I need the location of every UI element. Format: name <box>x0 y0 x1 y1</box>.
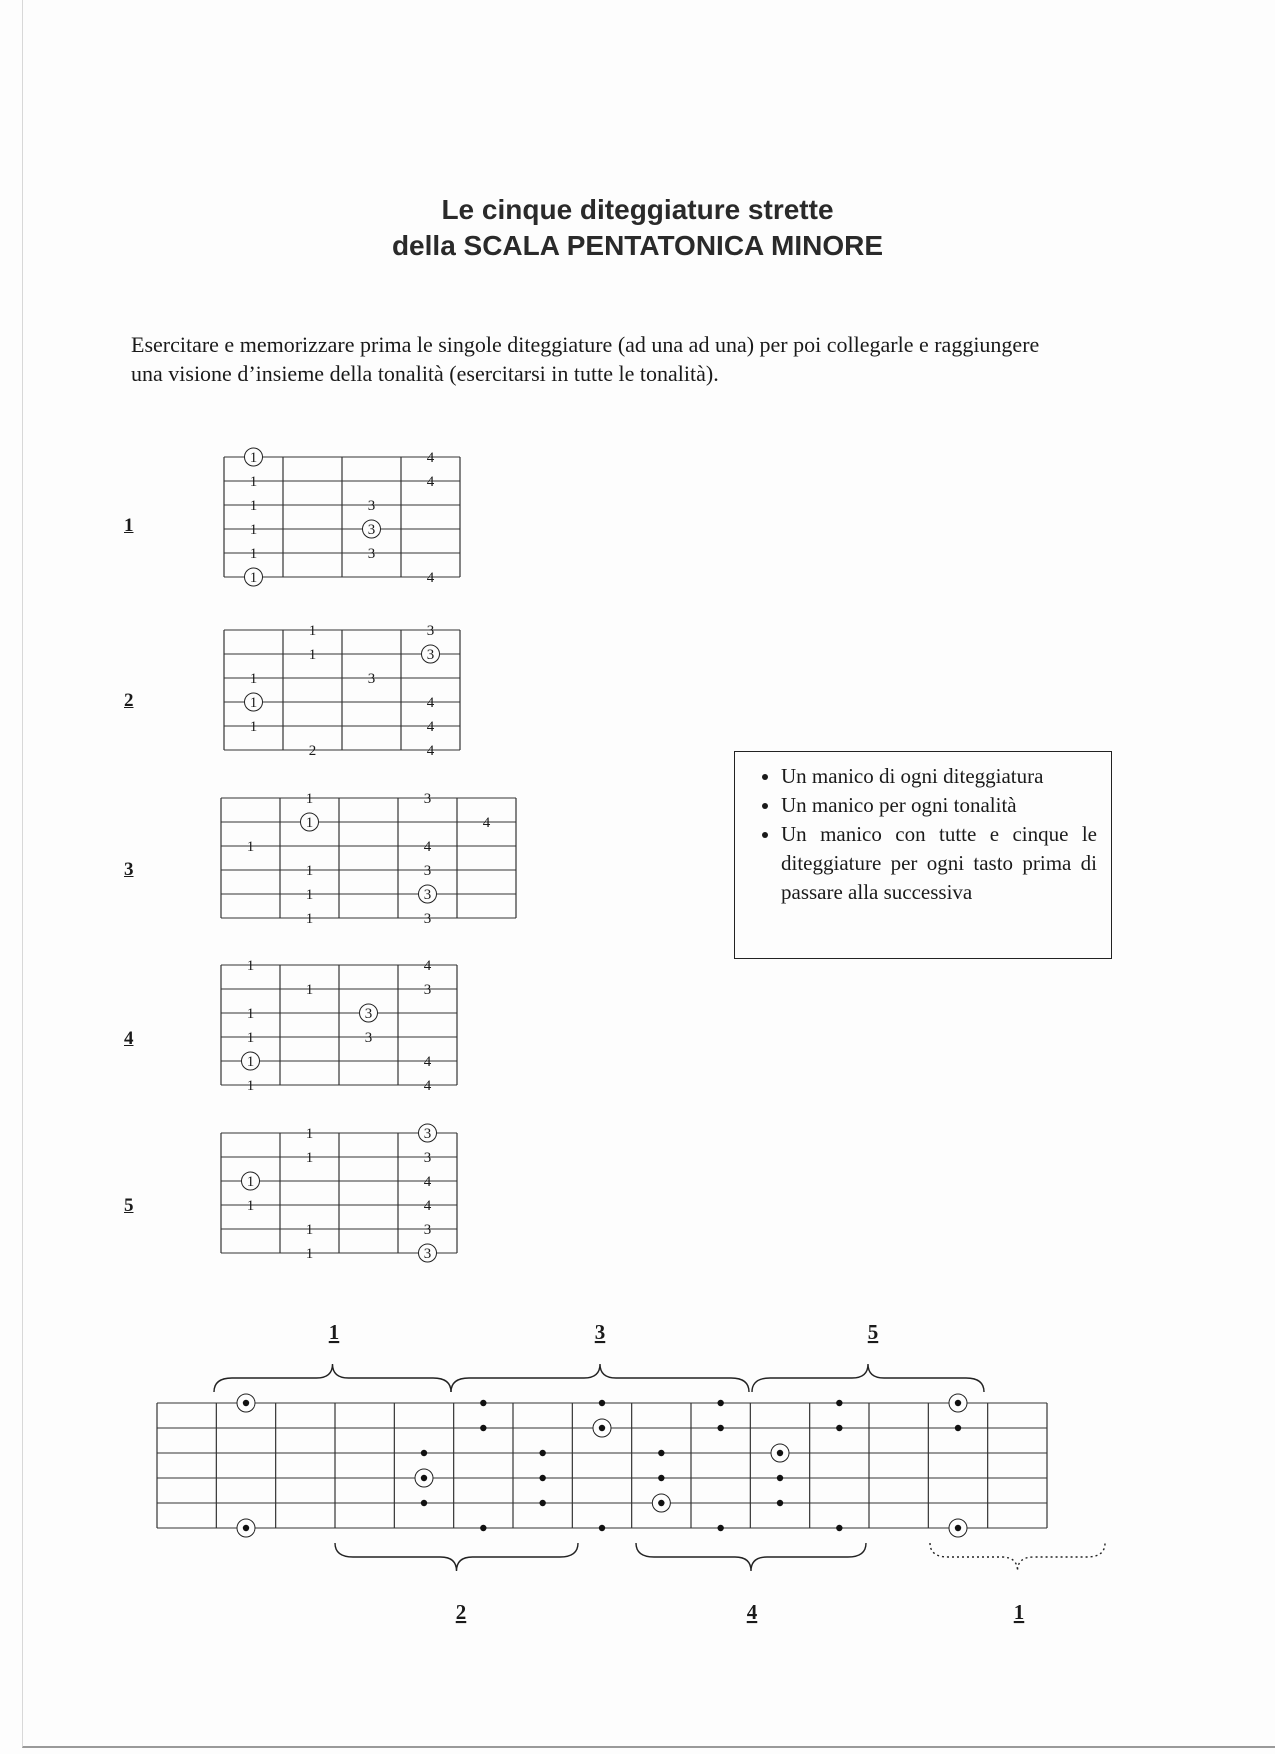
neck-note-dot <box>777 1475 783 1481</box>
neck-note-dot <box>717 1425 723 1431</box>
finger-number: 1 <box>249 450 258 466</box>
finger-number: 3 <box>367 671 376 687</box>
neck-note-dot <box>243 1400 249 1406</box>
finger-number: 1 <box>305 791 314 807</box>
neck-note-dot <box>421 1450 427 1456</box>
neck-note-dot <box>658 1500 664 1506</box>
neck-note-dot <box>599 1400 605 1406</box>
finger-number: 1 <box>305 887 314 903</box>
finger-number: 1 <box>305 1246 314 1262</box>
finger-number: 1 <box>249 695 258 711</box>
neck-note-dot <box>539 1500 545 1506</box>
finger-number: 1 <box>305 1222 314 1238</box>
finger-number: 3 <box>426 623 435 639</box>
finger-number: 3 <box>423 791 432 807</box>
neck-note-dot <box>480 1525 486 1531</box>
finger-number: 3 <box>423 1246 432 1262</box>
finger-number: 4 <box>426 474 435 490</box>
neck-note-dot <box>955 1525 961 1531</box>
finger-number: 1 <box>305 982 314 998</box>
finger-number: 3 <box>423 887 432 903</box>
finger-number: 1 <box>308 647 317 663</box>
diagram-number: 1 <box>124 515 134 536</box>
title-line-2: della SCALA PENTATONICA MINORE <box>391 230 884 261</box>
finger-number: 1 <box>308 623 317 639</box>
neck-note-dot <box>658 1450 664 1456</box>
finger-number: 1 <box>246 1174 255 1190</box>
finger-number: 2 <box>308 743 317 759</box>
finger-number: 1 <box>246 1006 255 1022</box>
note-item: • Un manico con tutte e cinque le diteggiature per ogni tasto prima di passare alla successiva <box>781 820 1097 907</box>
neck-note-dot <box>777 1450 783 1456</box>
neck-note-dot <box>539 1475 545 1481</box>
neck-note-dot <box>836 1525 842 1531</box>
fingering-brace <box>636 1543 866 1571</box>
bottom-brace-label: 4 <box>746 1600 758 1624</box>
neck-note-dot <box>955 1400 961 1406</box>
diagram-number: 3 <box>124 859 134 880</box>
finger-number: 4 <box>423 1078 432 1094</box>
neck-note-dot <box>836 1425 842 1431</box>
neck-note-dot <box>599 1525 605 1531</box>
finger-number: 4 <box>423 839 432 855</box>
finger-number: 4 <box>426 695 435 711</box>
neck-note-dot <box>836 1400 842 1406</box>
finger-number: 1 <box>249 522 258 538</box>
neck-note-dot <box>480 1425 486 1431</box>
finger-number: 1 <box>246 1198 255 1214</box>
finger-number: 1 <box>246 1078 255 1094</box>
neck-note-dot <box>717 1400 723 1406</box>
neck-note-dot <box>421 1475 427 1481</box>
neck-note-dot <box>421 1500 427 1506</box>
finger-number: 1 <box>305 863 314 879</box>
neck-note-dot <box>717 1525 723 1531</box>
finger-number: 1 <box>246 839 255 855</box>
finger-number: 4 <box>426 719 435 735</box>
diagram-number: 2 <box>124 690 134 711</box>
neck-note-dot <box>539 1450 545 1456</box>
note-item: • Un manico di ogni diteggiatura <box>781 762 1097 791</box>
fingering-brace <box>930 1543 1105 1571</box>
finger-number: 1 <box>246 958 255 974</box>
finger-number: 4 <box>426 743 435 759</box>
neck-note-dot <box>955 1425 961 1431</box>
finger-number: 1 <box>305 815 314 831</box>
finger-number: 3 <box>423 982 432 998</box>
fingering-brace <box>752 1364 984 1392</box>
bottom-brace-label: 1 <box>1013 1600 1025 1624</box>
finger-number: 1 <box>249 570 258 586</box>
finger-number: 3 <box>426 647 435 663</box>
finger-number: 1 <box>249 498 258 514</box>
bottom-brace-label: 2 <box>455 1600 467 1624</box>
finger-number: 3 <box>364 1030 373 1046</box>
finger-number: 1 <box>305 1150 314 1166</box>
finger-number: 1 <box>305 911 314 927</box>
finger-number: 3 <box>367 546 376 562</box>
neck-note-dot <box>658 1475 664 1481</box>
finger-number: 3 <box>367 498 376 514</box>
neck-note-dot <box>777 1500 783 1506</box>
finger-number: 4 <box>423 1054 432 1070</box>
fingering-brace <box>335 1543 578 1571</box>
finger-number: 1 <box>249 719 258 735</box>
fingering-brace <box>214 1364 451 1392</box>
neck-note-dot <box>243 1525 249 1531</box>
top-brace-label: 5 <box>867 1320 879 1344</box>
finger-number: 4 <box>423 958 432 974</box>
finger-number: 1 <box>246 1030 255 1046</box>
finger-number: 1 <box>249 546 258 562</box>
diagram-number: 4 <box>124 1028 134 1049</box>
finger-number: 4 <box>426 450 435 466</box>
finger-number: 4 <box>423 1174 432 1190</box>
finger-number: 1 <box>246 1054 255 1070</box>
diagram-number: 5 <box>124 1195 134 1216</box>
note-item: • Un manico per ogni tonalità <box>781 791 1097 820</box>
finger-number: 1 <box>305 1126 314 1142</box>
finger-number: 3 <box>423 863 432 879</box>
top-brace-label: 3 <box>594 1320 606 1344</box>
finger-number: 3 <box>367 522 376 538</box>
finger-number: 3 <box>423 1150 432 1166</box>
finger-number: 4 <box>426 570 435 586</box>
finger-number: 4 <box>482 815 491 831</box>
neck-note-dot <box>480 1400 486 1406</box>
intro-paragraph: Esercitare e memorizzare prima le singole diteggiature (ad una ad una) per poi collegarle e raggiungere una visione d’insieme della tonalità (esercitarsi in tutte le tonalità). <box>131 332 1040 386</box>
finger-number: 1 <box>249 671 258 687</box>
finger-number: 1 <box>249 474 258 490</box>
title-line-1: Le cinque diteggiature strette <box>441 194 834 225</box>
finger-number: 3 <box>364 1006 373 1022</box>
finger-number: 4 <box>423 1198 432 1214</box>
top-brace-label: 1 <box>328 1320 340 1344</box>
finger-number: 3 <box>423 1126 432 1142</box>
finger-number: 3 <box>423 1222 432 1238</box>
fingering-brace <box>451 1364 749 1392</box>
finger-number: 3 <box>423 911 432 927</box>
neck-note-dot <box>599 1425 605 1431</box>
